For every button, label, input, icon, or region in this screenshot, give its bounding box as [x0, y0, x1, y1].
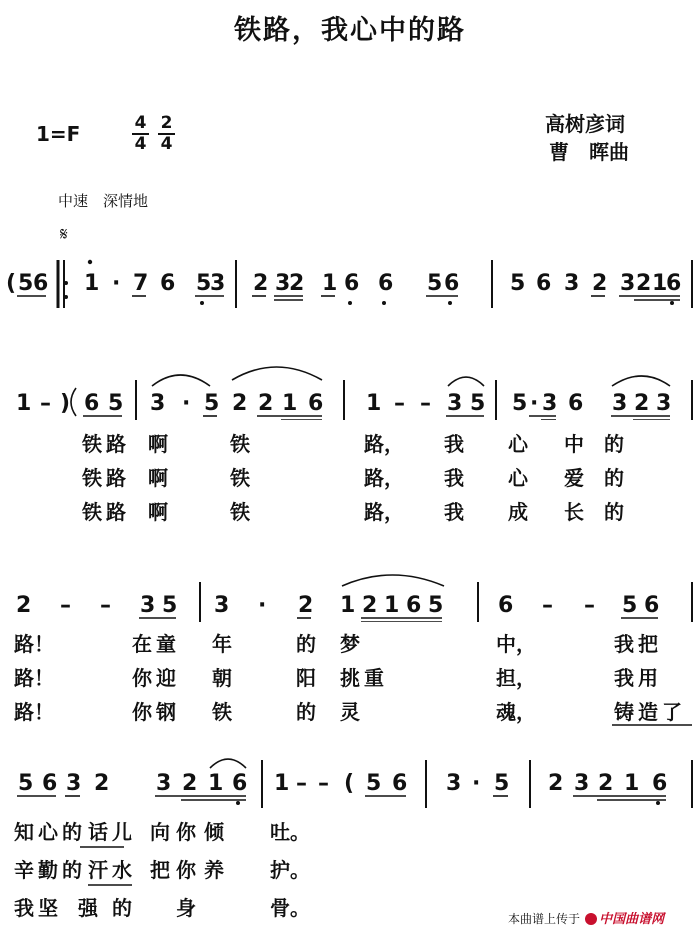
lyric-char: 啊 — [148, 432, 168, 456]
lyric-char: 儿 — [112, 820, 132, 844]
lyric-char: 我 — [444, 466, 464, 490]
note: 6 — [160, 271, 176, 296]
lyric-char: 把 — [638, 632, 658, 656]
site-logo[interactable] — [585, 912, 664, 927]
time-sig-top: 4 — [134, 113, 147, 133]
note: 5 — [512, 391, 528, 416]
note: – — [296, 771, 307, 796]
note: – — [318, 771, 329, 796]
lyric-char: 的 — [604, 500, 624, 524]
note: 5 — [428, 593, 444, 618]
note: 3 — [574, 771, 590, 796]
lyric-char: 吐。 — [270, 820, 310, 844]
note: 1 — [274, 771, 290, 796]
note: · — [112, 271, 121, 296]
lyric-char: 路 — [106, 500, 126, 524]
note: 3 — [140, 593, 156, 618]
note: · — [530, 391, 539, 416]
lyric-char: 啊 — [148, 500, 168, 524]
note: 6 — [568, 391, 584, 416]
score-row-1 — [0, 250, 700, 320]
lyric-char: 长 — [564, 500, 584, 524]
note: 5 — [427, 271, 443, 296]
note: 6 — [498, 593, 514, 618]
lyric-char: 路！ — [14, 666, 54, 690]
lyric-char: 在 — [132, 632, 152, 656]
note: 6 — [666, 271, 682, 296]
note: 2 — [94, 771, 110, 796]
logo-text: 中国曲谱网 — [599, 912, 665, 927]
note: 5 — [622, 593, 638, 618]
lyric-char: 心 — [508, 466, 528, 490]
lyric-char: 话 — [88, 820, 108, 844]
time-sig-bottom: 4 — [134, 134, 147, 154]
note: · — [182, 391, 191, 416]
lyric-underline — [610, 722, 694, 728]
note: 2 — [258, 391, 274, 416]
note: 3 — [620, 271, 636, 296]
lyric-char: 骨。 — [270, 896, 310, 920]
lyric-char: 的 — [604, 466, 624, 490]
lyric-char: 了 — [662, 700, 682, 724]
time-sig-top: 2 — [160, 113, 173, 133]
note: 1 — [624, 771, 640, 796]
lyric-char: 坚 — [38, 896, 58, 920]
note: 2 — [232, 391, 248, 416]
lyric-char: 铁 — [82, 466, 102, 490]
note: · — [258, 593, 267, 618]
note: 2 — [548, 771, 564, 796]
note: – — [40, 391, 51, 416]
lyric-char: 路， — [364, 432, 404, 456]
note: 3 — [542, 391, 558, 416]
note: 1 — [282, 391, 298, 416]
note: 3 — [214, 593, 230, 618]
note: · — [472, 771, 481, 796]
lyric-char: 铁 — [82, 432, 102, 456]
lyric-char: 我 — [614, 666, 634, 690]
note: 6 — [84, 391, 100, 416]
lyric-underline — [78, 844, 238, 850]
lyric-char: 的 — [112, 896, 132, 920]
note: 5 — [470, 391, 486, 416]
note: 3 — [66, 771, 82, 796]
note: 5 — [108, 391, 124, 416]
note: 5 — [18, 771, 34, 796]
lyric-char: 爱 — [564, 466, 584, 490]
time-sig-bottom: 4 — [160, 134, 173, 154]
lyric-char: 挑 — [340, 666, 360, 690]
lyric-char: 铁 — [230, 500, 250, 524]
lyric-char: 造 — [638, 700, 658, 724]
note: ( — [6, 271, 17, 296]
lyric-char: 铁 — [230, 432, 250, 456]
note: 5 — [510, 271, 526, 296]
lyric-char: 我 — [14, 896, 34, 920]
lyric-char: 的 — [62, 858, 82, 882]
time-signature-2 — [158, 115, 175, 153]
note: 2 — [298, 593, 314, 618]
note: 3 — [446, 771, 462, 796]
lyric-char: 钢 — [156, 700, 176, 724]
lyric-char: 强 — [78, 896, 98, 920]
footer — [508, 908, 664, 927]
lyric-char: 我 — [614, 632, 634, 656]
lyric-char: 你 — [176, 858, 196, 882]
lyric-char: 勤 — [38, 858, 58, 882]
note: 5 — [196, 271, 212, 296]
note: 2 — [362, 593, 378, 618]
note: 2 — [634, 391, 650, 416]
note: 3 — [612, 391, 628, 416]
lyric-char: 身 — [176, 896, 196, 920]
note: 2 — [16, 593, 32, 618]
note: 1 — [384, 593, 400, 618]
lyric-char: 铁 — [82, 500, 102, 524]
note: 6 — [392, 771, 408, 796]
note: 3 — [656, 391, 672, 416]
lyricist-credit: 高树彦词 — [545, 112, 625, 136]
note: 2 — [598, 771, 614, 796]
note: – — [60, 593, 71, 618]
note: 1 — [366, 391, 382, 416]
note: 3 — [447, 391, 463, 416]
lyric-char: 重 — [364, 666, 384, 690]
note: 2 — [592, 271, 608, 296]
tempo-marking: 中速 深情地 — [58, 192, 149, 210]
lyric-char: 我 — [444, 432, 464, 456]
lyric-char: 的 — [62, 820, 82, 844]
note: 6 — [344, 271, 360, 296]
lyric-char: 路 — [106, 466, 126, 490]
lyric-char: 的 — [296, 632, 316, 656]
note: 6 — [644, 593, 660, 618]
lyric-char: 心 — [508, 432, 528, 456]
note: ( — [344, 771, 355, 796]
composer-credit: 曹 晖曲 — [549, 140, 629, 164]
score-row-3 — [0, 560, 700, 622]
note: – — [100, 593, 111, 618]
note: ) — [60, 391, 71, 416]
note: 2 — [636, 271, 652, 296]
page-title: 铁路，我心中的路 — [234, 15, 466, 46]
lyric-char: 心 — [38, 820, 58, 844]
note: 6 — [536, 271, 552, 296]
note: 1 — [340, 593, 356, 618]
lyric-char: 中 — [564, 432, 584, 456]
lyric-char: 向 — [150, 820, 170, 844]
lyric-char: 的 — [604, 432, 624, 456]
lyric-char: 的 — [296, 700, 316, 724]
note: – — [420, 391, 431, 416]
lyric-char: 铸 — [614, 700, 634, 724]
lyric-char: 汗 — [88, 858, 108, 882]
note: 5 — [18, 271, 34, 296]
note: 2 — [289, 271, 305, 296]
lyric-char: 把 — [150, 858, 170, 882]
note: 3 — [210, 271, 226, 296]
lyric-char: 辛 — [14, 858, 34, 882]
note: 3 — [156, 771, 172, 796]
lyrics-row-3 — [0, 622, 700, 734]
note: 3 — [275, 271, 291, 296]
lyric-char: 你 — [132, 666, 152, 690]
lyric-char: 养 — [204, 858, 224, 882]
lyric-char: 路， — [364, 500, 404, 524]
lyric-char: 路， — [364, 466, 404, 490]
score-row-4 — [0, 750, 700, 814]
note: 5 — [366, 771, 382, 796]
note: – — [584, 593, 595, 618]
lyric-char: 铁 — [212, 700, 232, 724]
note: 1 — [322, 271, 338, 296]
lyric-char: 年 — [212, 632, 232, 656]
note: 3 — [150, 391, 166, 416]
time-signature-1 — [132, 115, 149, 153]
key-signature: 1=F — [36, 122, 81, 146]
lyric-char: 灵 — [340, 700, 360, 724]
lyric-char: 担， — [496, 666, 536, 690]
note: 2 — [253, 271, 269, 296]
lyric-char: 路 — [106, 432, 126, 456]
lyric-char: 童 — [156, 632, 176, 656]
note: 7 — [133, 271, 149, 296]
note: 1 — [16, 391, 32, 416]
lyric-underline — [86, 882, 246, 888]
lyric-char: 知 — [14, 820, 34, 844]
lyric-char: 水 — [112, 858, 132, 882]
lyrics-row-2 — [0, 420, 700, 532]
logo-icon — [585, 913, 597, 925]
note: 2 — [182, 771, 198, 796]
note: 6 — [444, 271, 460, 296]
note: 5 — [494, 771, 510, 796]
lyric-char: 倾 — [204, 820, 224, 844]
note: 6 — [406, 593, 422, 618]
lyric-char: 我 — [444, 500, 464, 524]
lyric-char: 成 — [508, 500, 528, 524]
lyric-char: 铁 — [230, 466, 250, 490]
note: 6 — [232, 771, 248, 796]
lyric-char: 梦 — [340, 632, 360, 656]
lyric-char: 中， — [496, 632, 536, 656]
note: 6 — [33, 271, 49, 296]
lyric-char: 护。 — [270, 858, 310, 882]
lyric-char: 阳 — [296, 666, 316, 690]
note: 1 — [84, 271, 100, 296]
note: 6 — [378, 271, 394, 296]
note: 1 — [208, 771, 224, 796]
footer-text: 本曲谱上传于 — [508, 912, 581, 926]
lyric-char: 迎 — [156, 666, 176, 690]
segno-sign-icon: 𝄋 — [60, 224, 68, 245]
note: 5 — [162, 593, 178, 618]
note: 6 — [42, 771, 58, 796]
lyric-char: 你 — [132, 700, 152, 724]
lyric-char: 路！ — [14, 632, 54, 656]
note: 6 — [308, 391, 324, 416]
lyric-char: 用 — [638, 666, 658, 690]
lyric-char: 你 — [176, 820, 196, 844]
note: 5 — [204, 391, 220, 416]
lyric-char: 路！ — [14, 700, 54, 724]
lyric-char: 朝 — [212, 666, 232, 690]
note: – — [542, 593, 553, 618]
note: – — [394, 391, 405, 416]
lyric-char: 魂， — [496, 700, 536, 724]
note: 1 — [652, 271, 668, 296]
note: 6 — [652, 771, 668, 796]
score-row-2 — [0, 350, 700, 420]
lyric-char: 啊 — [148, 466, 168, 490]
note: 3 — [564, 271, 580, 296]
